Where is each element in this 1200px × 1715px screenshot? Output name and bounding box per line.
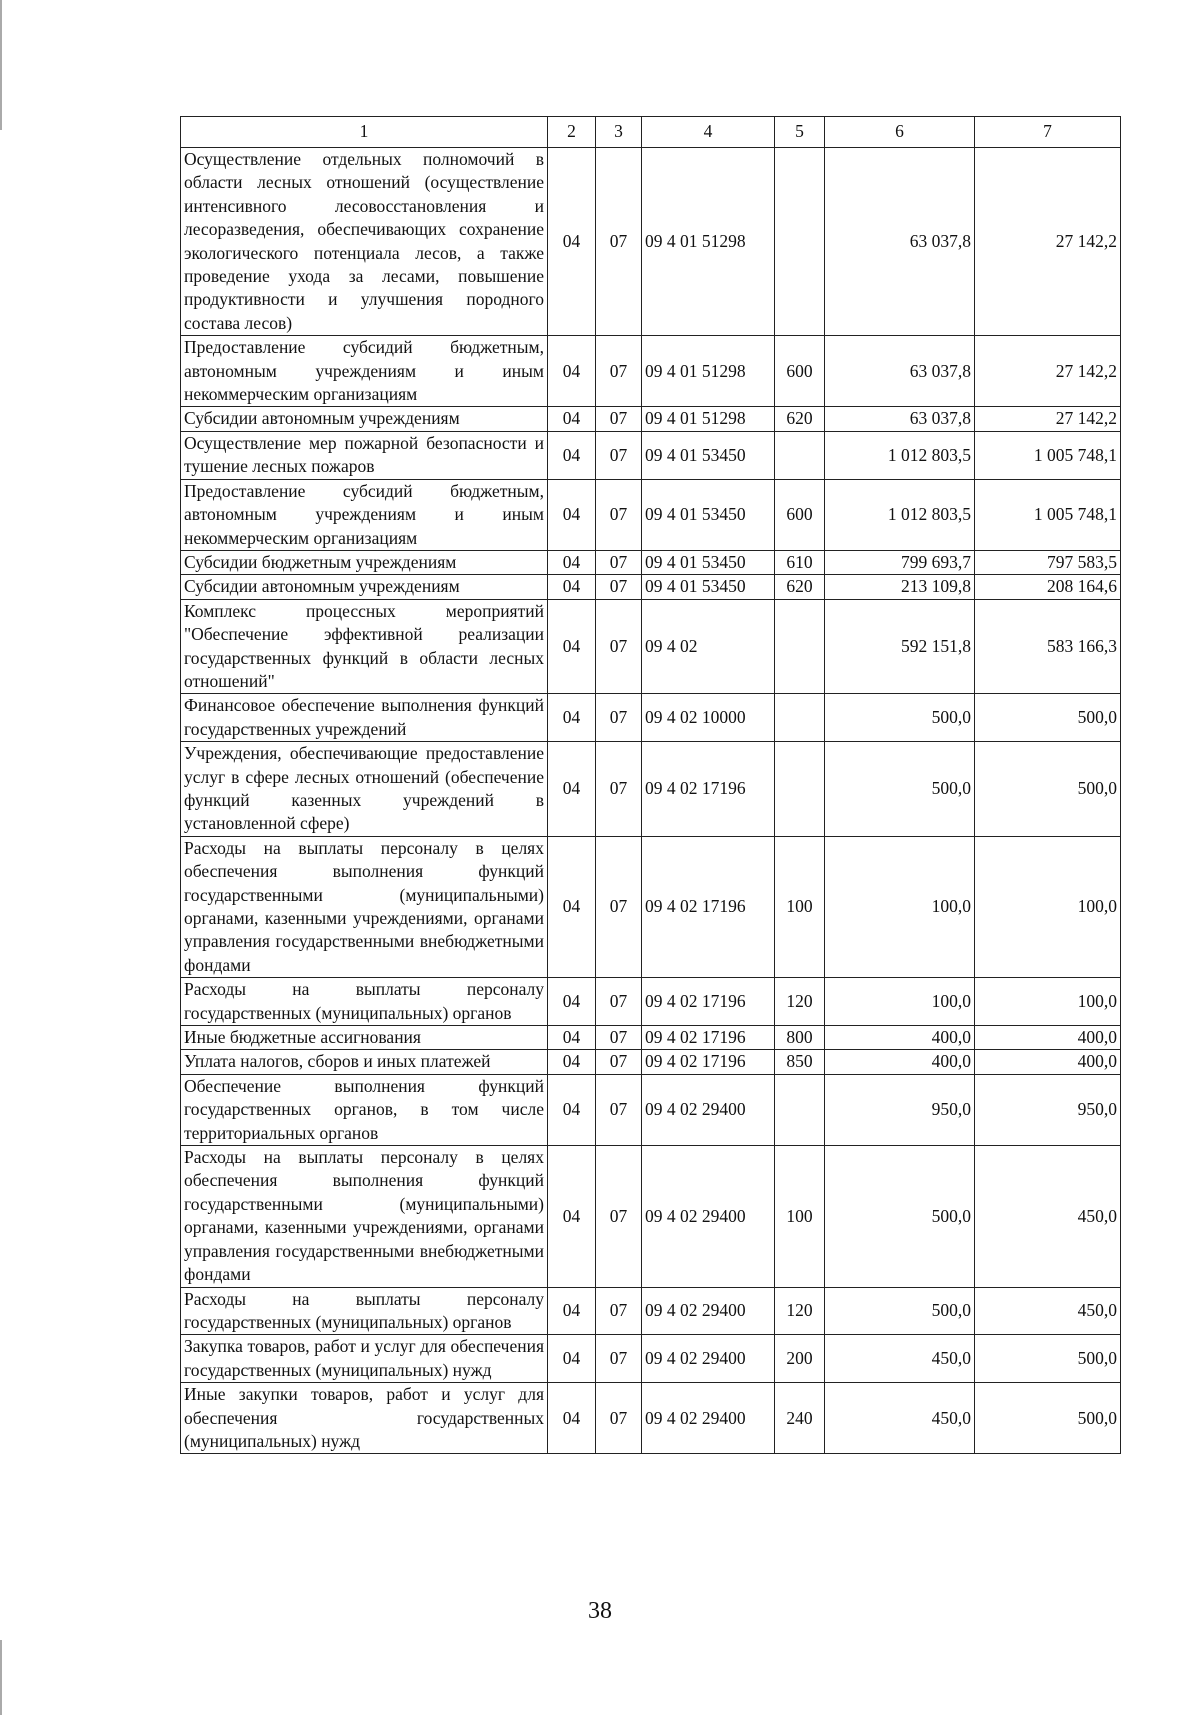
table-row	[181, 1287, 1121, 1335]
row-target-article-cell: 09 4 02 10000	[642, 694, 775, 742]
row-expense-type-cell	[775, 148, 825, 336]
row-amount-year1-cell: 500,0	[825, 1146, 975, 1287]
row-expense-type-cell: 100	[775, 1146, 825, 1287]
row-subsection-cell: 07	[596, 1287, 642, 1335]
row-amount-year2-cell: 950,0	[975, 1074, 1121, 1145]
row-target-article-cell: 09 4 02	[642, 599, 775, 694]
row-subsection-cell: 07	[596, 148, 642, 336]
table-row	[181, 1026, 1121, 1050]
row-target-article-cell: 09 4 02 29400	[642, 1287, 775, 1335]
table-row	[181, 1383, 1121, 1454]
row-target-article-cell: 09 4 02 29400	[642, 1335, 775, 1383]
row-section-cell: 04	[548, 1146, 596, 1287]
row-target-article-cell: 09 4 02 17196	[642, 836, 775, 977]
row-target-article-cell: 09 4 02 29400	[642, 1146, 775, 1287]
row-name-cell: Субсидии автономным учреждениям	[181, 407, 548, 431]
row-name-cell: Субсидии автономным учреждениям	[181, 575, 548, 599]
row-amount-year1-cell: 950,0	[825, 1074, 975, 1145]
row-amount-year1-cell: 1 012 803,5	[825, 479, 975, 550]
header-col-1: 1	[181, 117, 548, 148]
row-amount-year1-cell: 63 037,8	[825, 148, 975, 336]
row-section-cell: 04	[548, 978, 596, 1026]
row-target-article-cell: 09 4 01 51298	[642, 336, 775, 407]
row-expense-type-cell: 120	[775, 978, 825, 1026]
table-row	[181, 550, 1121, 574]
row-amount-year2-cell: 400,0	[975, 1050, 1121, 1074]
row-amount-year1-cell: 1 012 803,5	[825, 431, 975, 479]
row-name-cell: Иные закупки товаров, работ и услуг для обеспечения государственных (муниципальных) нужд	[181, 1383, 548, 1454]
row-name-cell: Учреждения, обеспечивающие предоставление услуг в сфере лесных отношений (обеспечение функций казенных учреждений в установленной сфере)	[181, 742, 548, 837]
row-name-cell: Осуществление отдельных полномочий в области лесных отношений (осуществление интенсивного лесовосстановления и лесоразведения, обеспечивающих сохранение экологического потенциала лесов, а также проведение ухода за лесами, повышение продуктивности и улучшения породного состава лесов)	[181, 148, 548, 336]
row-name-cell: Расходы на выплаты персоналу государственных (муниципальных) органов	[181, 1287, 548, 1335]
row-subsection-cell: 07	[596, 694, 642, 742]
table-row	[181, 694, 1121, 742]
row-amount-year2-cell: 1 005 748,1	[975, 431, 1121, 479]
row-section-cell: 04	[548, 407, 596, 431]
table-row	[181, 148, 1121, 336]
row-amount-year2-cell: 583 166,3	[975, 599, 1121, 694]
table-row	[181, 1050, 1121, 1074]
table-row	[181, 836, 1121, 977]
row-amount-year1-cell: 450,0	[825, 1383, 975, 1454]
row-amount-year2-cell: 100,0	[975, 836, 1121, 977]
row-amount-year2-cell: 27 142,2	[975, 336, 1121, 407]
header-col-2: 2	[548, 117, 596, 148]
header-col-6: 6	[825, 117, 975, 148]
budget-table	[180, 116, 1121, 1454]
row-target-article-cell: 09 4 02 29400	[642, 1074, 775, 1145]
row-amount-year2-cell: 797 583,5	[975, 550, 1121, 574]
row-subsection-cell: 07	[596, 336, 642, 407]
left-margin-line-bottom	[0, 1640, 2, 1715]
row-subsection-cell: 07	[596, 742, 642, 837]
row-subsection-cell: 07	[596, 479, 642, 550]
row-section-cell: 04	[548, 550, 596, 574]
row-expense-type-cell: 600	[775, 336, 825, 407]
header-row	[181, 117, 1121, 148]
row-section-cell: 04	[548, 742, 596, 837]
header-col-5: 5	[775, 117, 825, 148]
row-target-article-cell: 09 4 02 17196	[642, 742, 775, 837]
row-amount-year2-cell: 450,0	[975, 1146, 1121, 1287]
header-col-3: 3	[596, 117, 642, 148]
row-section-cell: 04	[548, 1287, 596, 1335]
row-amount-year2-cell: 500,0	[975, 1335, 1121, 1383]
row-expense-type-cell: 800	[775, 1026, 825, 1050]
row-name-cell: Осуществление мер пожарной безопасности и тушение лесных пожаров	[181, 431, 548, 479]
row-expense-type-cell: 610	[775, 550, 825, 574]
row-name-cell: Предоставление субсидий бюджетным, автономным учреждениям и иным некоммерческим организациям	[181, 336, 548, 407]
row-section-cell: 04	[548, 1026, 596, 1050]
row-target-article-cell: 09 4 02 17196	[642, 978, 775, 1026]
row-expense-type-cell	[775, 599, 825, 694]
table-row	[181, 742, 1121, 837]
row-subsection-cell: 07	[596, 1335, 642, 1383]
row-expense-type-cell: 600	[775, 479, 825, 550]
row-subsection-cell: 07	[596, 1026, 642, 1050]
table-row	[181, 479, 1121, 550]
row-name-cell: Обеспечение выполнения функций государственных органов, в том числе территориальных органов	[181, 1074, 548, 1145]
row-expense-type-cell: 620	[775, 407, 825, 431]
row-section-cell: 04	[548, 148, 596, 336]
row-expense-type-cell: 100	[775, 836, 825, 977]
row-section-cell: 04	[548, 836, 596, 977]
row-name-cell: Закупка товаров, работ и услуг для обеспечения государственных (муниципальных) нужд	[181, 1335, 548, 1383]
row-section-cell: 04	[548, 1074, 596, 1145]
row-subsection-cell: 07	[596, 431, 642, 479]
row-expense-type-cell: 120	[775, 1287, 825, 1335]
row-subsection-cell: 07	[596, 1383, 642, 1454]
row-target-article-cell: 09 4 02 17196	[642, 1026, 775, 1050]
table-row	[181, 599, 1121, 694]
row-subsection-cell: 07	[596, 575, 642, 599]
row-amount-year1-cell: 799 693,7	[825, 550, 975, 574]
row-amount-year2-cell: 500,0	[975, 694, 1121, 742]
row-amount-year1-cell: 450,0	[825, 1335, 975, 1383]
row-section-cell: 04	[548, 599, 596, 694]
row-section-cell: 04	[548, 575, 596, 599]
row-amount-year1-cell: 63 037,8	[825, 407, 975, 431]
row-amount-year1-cell: 100,0	[825, 978, 975, 1026]
row-expense-type-cell: 620	[775, 575, 825, 599]
row-section-cell: 04	[548, 336, 596, 407]
row-subsection-cell: 07	[596, 407, 642, 431]
row-amount-year2-cell: 208 164,6	[975, 575, 1121, 599]
row-subsection-cell: 07	[596, 1050, 642, 1074]
row-subsection-cell: 07	[596, 978, 642, 1026]
row-section-cell: 04	[548, 1050, 596, 1074]
row-section-cell: 04	[548, 1335, 596, 1383]
header-col-7: 7	[975, 117, 1121, 148]
row-section-cell: 04	[548, 1383, 596, 1454]
row-expense-type-cell	[775, 742, 825, 837]
table-row	[181, 336, 1121, 407]
row-target-article-cell: 09 4 01 53450	[642, 431, 775, 479]
row-name-cell: Расходы на выплаты персоналу в целях обеспечения выполнения функций государственными (муниципальными) органами, казенными учреждениями, органами управления государственными внебюджетными фондами	[181, 1146, 548, 1287]
table-row	[181, 978, 1121, 1026]
row-amount-year1-cell: 500,0	[825, 1287, 975, 1335]
row-target-article-cell: 09 4 02 17196	[642, 1050, 775, 1074]
row-amount-year1-cell: 100,0	[825, 836, 975, 977]
row-amount-year2-cell: 500,0	[975, 1383, 1121, 1454]
table-body	[181, 148, 1121, 1454]
row-name-cell: Уплата налогов, сборов и иных платежей	[181, 1050, 548, 1074]
row-expense-type-cell: 200	[775, 1335, 825, 1383]
row-target-article-cell: 09 4 01 51298	[642, 407, 775, 431]
row-target-article-cell: 09 4 01 51298	[642, 148, 775, 336]
table-row	[181, 431, 1121, 479]
row-section-cell: 04	[548, 479, 596, 550]
row-amount-year1-cell: 500,0	[825, 694, 975, 742]
row-subsection-cell: 07	[596, 550, 642, 574]
table-row	[181, 1074, 1121, 1145]
row-name-cell: Иные бюджетные ассигнования	[181, 1026, 548, 1050]
row-amount-year2-cell: 400,0	[975, 1026, 1121, 1050]
row-name-cell: Комплекс процессных мероприятий "Обеспечение эффективной реализации государственных функций в области лесных отношений"	[181, 599, 548, 694]
row-subsection-cell: 07	[596, 599, 642, 694]
row-target-article-cell: 09 4 01 53450	[642, 479, 775, 550]
row-amount-year1-cell: 592 151,8	[825, 599, 975, 694]
row-amount-year2-cell: 500,0	[975, 742, 1121, 837]
table-row	[181, 1335, 1121, 1383]
row-subsection-cell: 07	[596, 1146, 642, 1287]
row-amount-year1-cell: 63 037,8	[825, 336, 975, 407]
row-target-article-cell: 09 4 01 53450	[642, 575, 775, 599]
row-target-article-cell: 09 4 02 29400	[642, 1383, 775, 1454]
row-amount-year1-cell: 400,0	[825, 1026, 975, 1050]
header-col-4: 4	[642, 117, 775, 148]
row-name-cell: Расходы на выплаты персоналу государственных (муниципальных) органов	[181, 978, 548, 1026]
row-amount-year2-cell: 1 005 748,1	[975, 479, 1121, 550]
row-name-cell: Предоставление субсидий бюджетным, автономным учреждениям и иным некоммерческим организациям	[181, 479, 548, 550]
row-expense-type-cell	[775, 694, 825, 742]
row-name-cell: Субсидии бюджетным учреждениям	[181, 550, 548, 574]
row-name-cell: Расходы на выплаты персоналу в целях обеспечения выполнения функций государственными (муниципальными) органами, казенными учреждениями, органами управления государственными внебюджетными фондами	[181, 836, 548, 977]
row-amount-year1-cell: 400,0	[825, 1050, 975, 1074]
row-target-article-cell: 09 4 01 53450	[642, 550, 775, 574]
row-expense-type-cell	[775, 431, 825, 479]
row-subsection-cell: 07	[596, 836, 642, 977]
table-row	[181, 407, 1121, 431]
left-margin-line	[0, 0, 2, 130]
page-number: 38	[588, 1598, 612, 1624]
row-name-cell: Финансовое обеспечение выполнения функций государственных учреждений	[181, 694, 548, 742]
row-amount-year2-cell: 100,0	[975, 978, 1121, 1026]
row-expense-type-cell: 850	[775, 1050, 825, 1074]
row-subsection-cell: 07	[596, 1074, 642, 1145]
row-expense-type-cell	[775, 1074, 825, 1145]
table-row	[181, 1146, 1121, 1287]
row-amount-year1-cell: 213 109,8	[825, 575, 975, 599]
row-amount-year1-cell: 500,0	[825, 742, 975, 837]
row-amount-year2-cell: 27 142,2	[975, 407, 1121, 431]
row-section-cell: 04	[548, 694, 596, 742]
row-section-cell: 04	[548, 431, 596, 479]
row-amount-year2-cell: 450,0	[975, 1287, 1121, 1335]
row-expense-type-cell: 240	[775, 1383, 825, 1454]
row-amount-year2-cell: 27 142,2	[975, 148, 1121, 336]
table-row	[181, 575, 1121, 599]
